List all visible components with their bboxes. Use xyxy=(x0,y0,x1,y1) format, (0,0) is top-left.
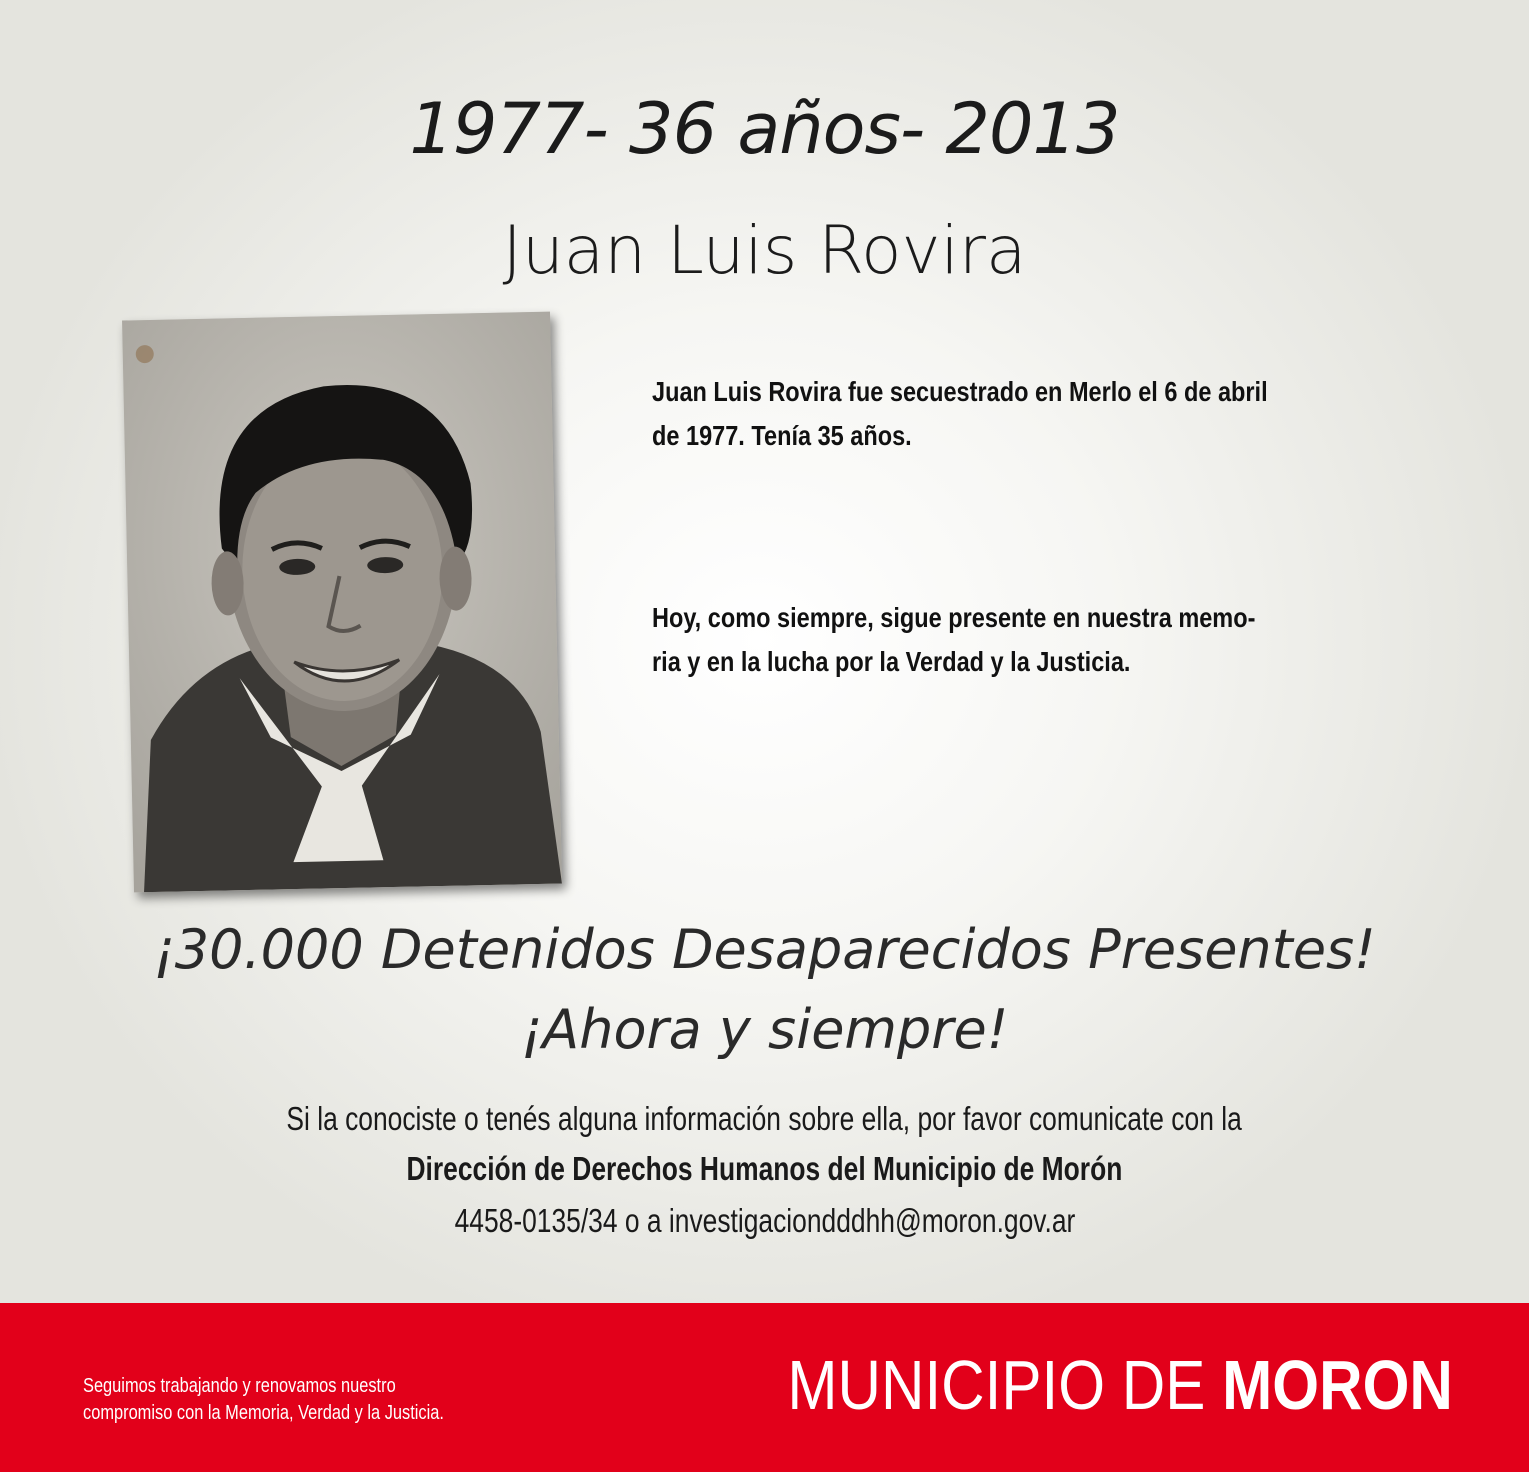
footer-note-line-2: compromiso con la Memoria, Verdad y la Justicia. xyxy=(83,1402,444,1424)
footer-note xyxy=(83,1373,477,1427)
portrait-photo-icon xyxy=(122,312,562,893)
contact-details-text: 4458-0135/34 o a investigaciondddhh@moron.gov.ar xyxy=(454,1202,1075,1239)
bio-line-2: de 1977. Tenía 35 años. xyxy=(652,420,912,451)
slogan-primary: ¡30.000 Detenidos Desaparecidos Presentes! xyxy=(153,918,1376,981)
brand-bold: MORON xyxy=(1222,1346,1453,1424)
person-name: Juan Luis Rovira xyxy=(502,212,1027,289)
contact-intro xyxy=(0,1100,1529,1138)
footer-band xyxy=(0,1303,1529,1472)
brand-regular: MUNICIPIO DE xyxy=(787,1346,1206,1424)
memory-paragraph xyxy=(652,596,1349,684)
footer-note-line-1: Seguimos trabajando y renovamos nuestro xyxy=(83,1375,396,1397)
bio-line-1: Juan Luis Rovira fue secuestrado en Merlo el 6 de abril xyxy=(652,376,1268,407)
slogan-secondary: ¡Ahora y siempre! xyxy=(520,998,1009,1061)
portrait-photo xyxy=(122,312,562,893)
bio-paragraph xyxy=(652,370,1349,458)
anniversary-years: 1977- 36 años- 2013 xyxy=(409,88,1120,170)
contact-organization-text: Dirección de Derechos Humanos del Municipio de Morón xyxy=(406,1150,1123,1187)
contact-intro-text: Si la conociste o tenés alguna información sobre ella, por favor comunicate con la xyxy=(286,1100,1243,1137)
municipality-logo xyxy=(787,1325,1453,1445)
memory-line-1: Hoy, como siempre, sigue presente en nuestra memo- xyxy=(652,602,1256,633)
contact-organization xyxy=(0,1150,1529,1188)
memory-line-2: ria y en la lucha por la Verdad y la Justicia. xyxy=(652,646,1131,677)
contact-details xyxy=(0,1202,1529,1240)
